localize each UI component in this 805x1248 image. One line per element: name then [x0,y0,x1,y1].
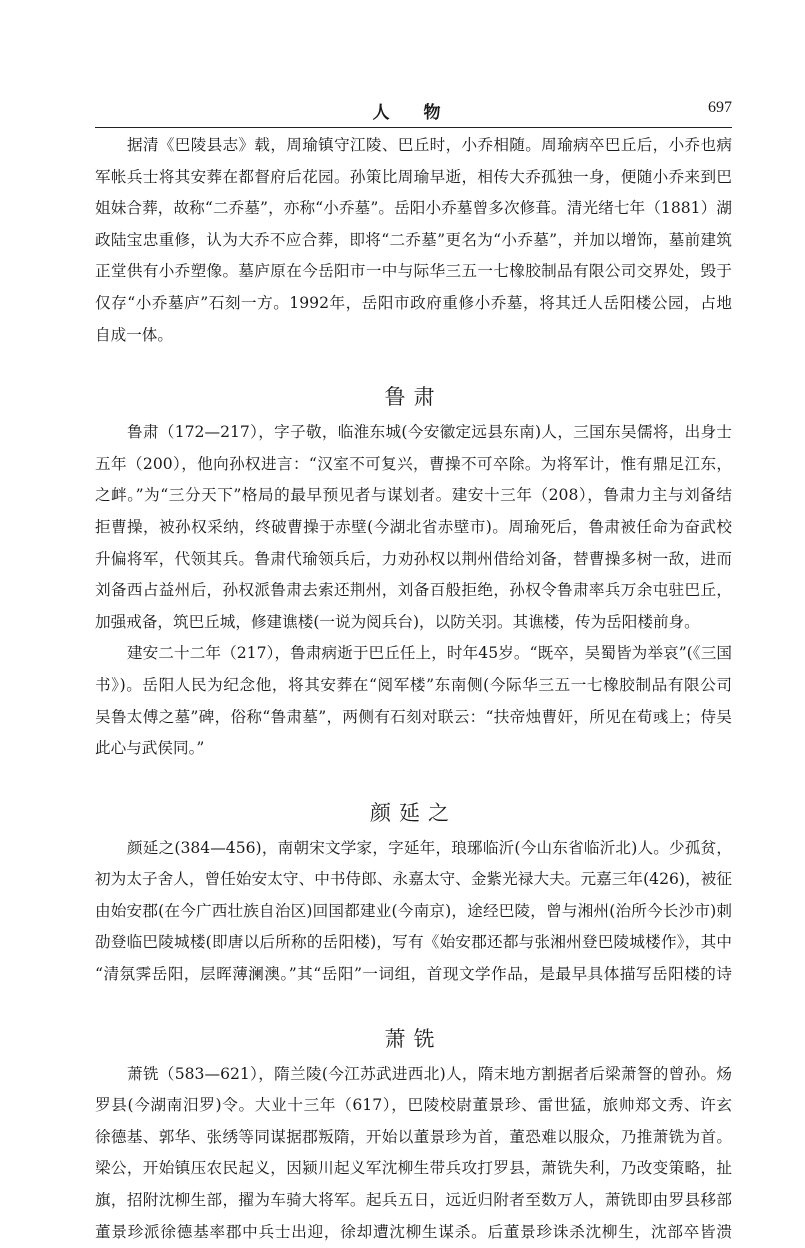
text-line: 此心与武侯同。” [95,739,205,758]
text-line: 拒曹操，被孙权采纳，终破曹操于赤壁(今湖北省赤壁市)。周瑜死后，鲁肃被任命为奋武校 [95,517,732,536]
section-title: 萧铣 [384,1026,443,1051]
text-line: 政陆宝忠重修，认为大乔不应合葬，即将“二乔墓”更名为“小乔墓”，并加以增饰，墓前建筑 [95,230,732,249]
text-line: 吴鲁太傅之墓”碑，俗称“鲁肃墓”，两侧有石刻对联云：“扶帝烛曹奸，所见在荀彧上；侍吴 [95,707,732,726]
header-title: 人 物 [372,103,455,123]
paragraph [95,833,732,991]
paragraph [95,638,732,764]
text-line: 劭登临巴陵城楼(即唐以后所称的岳阳楼)，写有《始安郡还都与张湘州登巴陵城楼作》，其中 [95,933,732,952]
text-line: 五年（200），他向孙权进言：“汉室不可复兴，曹操不可卒除。为将军计，惟有鼎足江东， [95,454,732,473]
text-line: 升偏将军，代领其兵。鲁肃代瑜领兵后，力劝孙权以荆州借给刘备，替曹操多树一敌，进而 [95,549,732,568]
text-line: 正堂供有小乔塑像。墓庐原在今岳阳市一中与际华三五一七橡胶制品有限公司交界处，毁于 [95,262,732,281]
text-line: 军帐兵士将其安葬在都督府后花园。孙策比周瑜早逝，相传大乔孤独一身，便随小乔来到巴 [95,167,732,186]
text-line: 梁公，开始镇压农民起义，因颍川起义军沈柳生带兵攻打罗县，萧铣失利，乃改变策略，扯 [95,1159,732,1178]
text-line: 罗县(今湖南汨罗)令。大业十三年（617），巴陵校尉董景珍、雷世猛，旅帅郑文秀、许玄 [95,1096,732,1115]
text-line: 旗，招附沈柳生部，擢为车骑大将军。起兵五日，远近归附者至数万人，萧铣即由罗县移部 [95,1191,732,1210]
text-line: 之衅。”为“三分天下”格局的最早预见者与谋划者。建安十三年（208），鲁肃力主与刘备结 [95,486,732,505]
text-line: 仅存“小乔墓庐”石刻一方。1992年，岳阳市政府重修小乔墓，将其迁人岳阳楼公园，占地 [95,293,732,312]
text-line: 姐妹合葬，故称“二乔墓”，亦称“小乔墓”。岳阳小乔墓曾多次修葺。清光绪七年（1881）湖 [95,199,732,218]
text-line: 书》)。岳阳人民为纪念他，将其安葬在“阅军楼”东南侧(今际华三五一七橡胶制品有限公司 [95,675,732,694]
running-header [95,96,732,126]
paragraph [95,417,732,638]
text-line: 颜延之(384—456)，南朝宋文学家，字延年，琅琊临沂(今山东省临沂北)人。少孤贫， [127,838,732,857]
text-line: 初为太子舍人，曾任始安太守、中书侍郎、永嘉太守、金紫光禄大夫。元嘉三年(426)，被征 [95,870,732,889]
paragraph [95,130,732,351]
page-number: 697 [708,99,732,116]
text-line: “清氛霁岳阳，层晖薄澜澳。”其“岳阳”一词组，首现文学作品，是最早具体描写岳阳楼的诗 [95,965,732,984]
text-line: 由始安郡(在今广西壮族自治区)回国都建业(今南京)，途经巴陵，曾与湘州(治所今长沙市)刺 [95,901,732,920]
text-line: 据清《巴陵县志》载，周瑜镇守江陵、巴丘时，小乔相随。周瑜病卒巴丘后，小乔也病 [127,136,732,154]
text-line: 刘备西占益州后，孙权派鲁肃去索还荆州，刘备百般拒绝，孙权令鲁肃率兵万余屯驻巴丘， [95,581,732,600]
page-body [95,130,732,1248]
paragraph [95,1059,732,1248]
text-line: 董景珍派徐德基率郡中兵士出迎，徐却遭沈柳生谋杀。后董景珍诛杀沈柳生，沈部卒皆溃 [95,1222,732,1241]
section-title: 鲁肃 [384,385,443,410]
text-line: 加强戒备，筑巴丘城，修建谯楼(一说为阅兵台)，以防关羽。其谯楼，传为岳阳楼前身。 [95,612,700,631]
header-rule [95,127,732,128]
text-line: 萧铣（583—621），隋兰陵(今江苏武进西北)人，隋末地方割据者后梁萧詧的曾孙。炀 [127,1064,732,1083]
text-line: 建安二十二年（217），鲁肃病逝于巴丘任上，时年45岁。“既卒，吴蜀皆为举哀”(《三国 [127,644,732,663]
section-title: 颜延之 [370,800,457,825]
text-line: 鲁肃（172—217），字子敬，临淮东城(今安徽定远县东南)人，三国东吴儒将，出身士 [127,423,732,442]
text-line: 徐德基、郭华、张绣等同谋据郡叛隋，开始以董景珍为首，董恐难以服众，乃推萧铣为首。 [95,1127,732,1146]
text-line: 自成一体。 [95,325,173,344]
